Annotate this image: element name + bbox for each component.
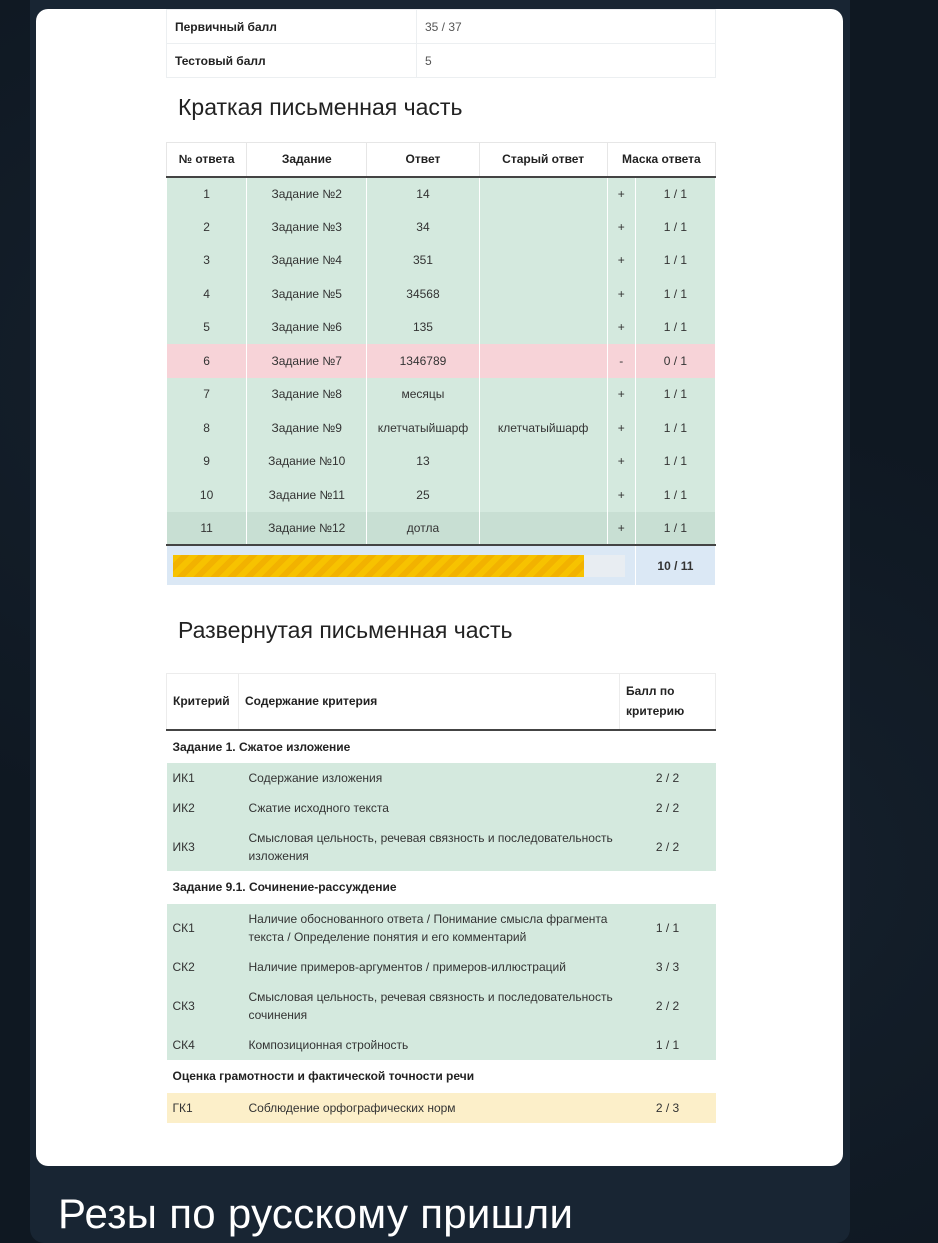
answer-number: 5	[167, 311, 247, 345]
message-caption: Резы по русскому пришли	[58, 1190, 574, 1237]
answer-mask: 1 / 1	[635, 411, 715, 445]
task-name: Задание №10	[247, 445, 367, 479]
header-old-answer: Старый ответ	[479, 143, 607, 177]
criterion-code: СК1	[167, 904, 239, 952]
criterion-text: Соблюдение орфографических норм	[239, 1093, 620, 1123]
criterion-row	[167, 1093, 716, 1123]
answer-value: клетчатыйшарф	[367, 411, 479, 445]
criterion-score: 2 / 2	[620, 823, 716, 871]
answer-value: месяцы	[367, 378, 479, 412]
criteria-group-title: Задание 1. Сжатое изложение	[167, 730, 716, 763]
answer-number: 10	[167, 478, 247, 512]
criteria-group-title: Оценка грамотности и фактической точности речи	[167, 1060, 716, 1093]
test-score-value: 5	[417, 44, 716, 78]
progress-bar-fill	[173, 555, 584, 577]
answer-value: 13	[367, 445, 479, 479]
answer-sign: +	[607, 210, 635, 244]
criteria-group-row	[167, 1060, 716, 1093]
criterion-score: 2 / 2	[620, 982, 716, 1030]
short-answer-row	[167, 344, 716, 378]
criterion-row	[167, 823, 716, 871]
task-name: Задание №4	[247, 244, 367, 278]
answer-value: дотла	[367, 512, 479, 546]
short-answer-row	[167, 311, 716, 345]
old-answer-value	[479, 378, 607, 412]
task-name: Задание №6	[247, 311, 367, 345]
criterion-code: СК3	[167, 982, 239, 1030]
short-total: 10 / 11	[635, 545, 715, 585]
short-answer-row	[167, 411, 716, 445]
short-progress-row	[167, 545, 716, 585]
message-photo[interactable]	[36, 9, 843, 1166]
old-answer-value	[479, 311, 607, 345]
criterion-text: Наличие примеров-аргументов / примеров-иллюстраций	[239, 952, 620, 982]
short-answer-row	[167, 478, 716, 512]
criterion-text: Композиционная стройность	[239, 1030, 620, 1060]
criterion-score: 1 / 1	[620, 904, 716, 952]
answer-value: 25	[367, 478, 479, 512]
answer-value: 135	[367, 311, 479, 345]
criterion-score: 3 / 3	[620, 952, 716, 982]
task-name: Задание №12	[247, 512, 367, 546]
criterion-row	[167, 793, 716, 823]
task-name: Задание №5	[247, 277, 367, 311]
criterion-row	[167, 982, 716, 1030]
criterion-code: ИК2	[167, 793, 239, 823]
answer-sign: +	[607, 445, 635, 479]
answer-value: 1346789	[367, 344, 479, 378]
criterion-row	[167, 952, 716, 982]
answer-sign: +	[607, 478, 635, 512]
answer-number: 4	[167, 277, 247, 311]
old-answer-value	[479, 344, 607, 378]
short-answer-row	[167, 512, 716, 546]
progress-bar	[173, 555, 625, 577]
answer-value: 34568	[367, 277, 479, 311]
long-answer-header	[167, 674, 716, 730]
answer-sign: +	[607, 244, 635, 278]
answer-sign: -	[607, 344, 635, 378]
criterion-text: Смысловая цельность, речевая связность и последовательность сочинения	[239, 982, 620, 1030]
old-answer-value	[479, 277, 607, 311]
answer-mask: 1 / 1	[635, 210, 715, 244]
criterion-text: Смысловая цельность, речевая связность и последовательность изложения	[239, 823, 620, 871]
progress-cell	[167, 545, 636, 585]
answer-mask: 0 / 1	[635, 344, 715, 378]
task-name: Задание №11	[247, 478, 367, 512]
header-criterion: Критерий	[167, 674, 239, 730]
answer-sign: +	[607, 378, 635, 412]
header-criterion-score: Балл по критерию	[620, 674, 716, 730]
primary-score-row	[167, 10, 716, 44]
criterion-code: ИК1	[167, 763, 239, 793]
short-answer-row	[167, 210, 716, 244]
long-answer-table	[166, 673, 716, 1123]
test-score-row	[167, 44, 716, 78]
criterion-score: 2 / 2	[620, 793, 716, 823]
answer-sign: +	[607, 411, 635, 445]
answer-number: 2	[167, 210, 247, 244]
criterion-code: ГК1	[167, 1093, 239, 1123]
answer-mask: 1 / 1	[635, 177, 715, 211]
task-name: Задание №3	[247, 210, 367, 244]
answer-sign: +	[607, 177, 635, 211]
answer-mask: 1 / 1	[635, 378, 715, 412]
answer-sign: +	[607, 311, 635, 345]
answer-mask: 1 / 1	[635, 445, 715, 479]
task-name: Задание №2	[247, 177, 367, 211]
answer-value: 34	[367, 210, 479, 244]
primary-score-value: 35 / 37	[417, 10, 716, 44]
task-name: Задание №7	[247, 344, 367, 378]
criterion-row	[167, 763, 716, 793]
answer-number: 11	[167, 512, 247, 546]
criterion-row	[167, 1030, 716, 1060]
criterion-code: СК4	[167, 1030, 239, 1060]
criterion-score: 2 / 2	[620, 763, 716, 793]
criterion-score: 1 / 1	[620, 1030, 716, 1060]
criterion-score: 2 / 3	[620, 1093, 716, 1123]
short-answer-row	[167, 378, 716, 412]
primary-score-label: Первичный балл	[167, 10, 417, 44]
old-answer-value	[479, 445, 607, 479]
header-answer: Ответ	[367, 143, 479, 177]
old-answer-value	[479, 244, 607, 278]
criterion-row	[167, 904, 716, 952]
header-answer-number: № ответа	[167, 143, 247, 177]
answer-value: 351	[367, 244, 479, 278]
answer-sign: +	[607, 277, 635, 311]
test-score-label: Тестовый балл	[167, 44, 417, 78]
answer-mask: 1 / 1	[635, 478, 715, 512]
answer-number: 7	[167, 378, 247, 412]
answer-sign: +	[607, 512, 635, 546]
short-answer-row	[167, 277, 716, 311]
short-part-title: Краткая письменная часть	[178, 94, 463, 120]
criterion-text: Наличие обоснованного ответа / Понимание смысла фрагмента текста / Определение понятия и его комментарий	[239, 904, 620, 952]
answer-mask: 1 / 1	[635, 244, 715, 278]
score-table	[166, 9, 716, 78]
short-answer-table	[166, 142, 716, 585]
old-answer-value: клетчатыйшарф	[479, 411, 607, 445]
answer-number: 3	[167, 244, 247, 278]
answer-mask: 1 / 1	[635, 512, 715, 546]
old-answer-value	[479, 512, 607, 546]
task-name: Задание №8	[247, 378, 367, 412]
criteria-group-row	[167, 871, 716, 904]
short-answer-row	[167, 177, 716, 211]
header-task: Задание	[247, 143, 367, 177]
criterion-code: СК2	[167, 952, 239, 982]
short-answer-header	[167, 143, 716, 177]
criteria-group-title: Задание 9.1. Сочинение-рассуждение	[167, 871, 716, 904]
header-answer-mask: Маска ответа	[607, 143, 715, 177]
long-part-title: Развернутая письменная часть	[178, 617, 513, 643]
answer-number: 8	[167, 411, 247, 445]
header-criterion-content: Содержание критерия	[239, 674, 620, 730]
criteria-group-row	[167, 730, 716, 763]
answer-number: 1	[167, 177, 247, 211]
old-answer-value	[479, 177, 607, 211]
criterion-text: Сжатие исходного текста	[239, 793, 620, 823]
answer-mask: 1 / 1	[635, 311, 715, 345]
short-answer-row	[167, 244, 716, 278]
old-answer-value	[479, 478, 607, 512]
short-answer-row	[167, 445, 716, 479]
results-document	[166, 9, 751, 1123]
criterion-code: ИК3	[167, 823, 239, 871]
answer-number: 9	[167, 445, 247, 479]
criterion-text: Содержание изложения	[239, 763, 620, 793]
old-answer-value	[479, 210, 607, 244]
answer-number: 6	[167, 344, 247, 378]
answer-value: 14	[367, 177, 479, 211]
task-name: Задание №9	[247, 411, 367, 445]
answer-mask: 1 / 1	[635, 277, 715, 311]
